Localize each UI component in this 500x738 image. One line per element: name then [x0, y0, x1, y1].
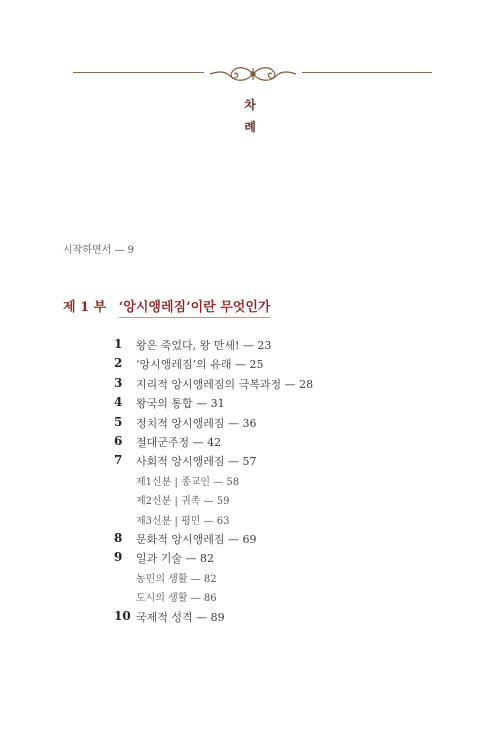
part-title: [63, 296, 270, 315]
flourish-icon: [206, 62, 300, 86]
toc-number: 3: [114, 375, 123, 390]
toc-text: 절대군주정 — 42: [136, 436, 222, 449]
toc-text: 정치적 앙시앵레짐 — 36: [136, 416, 257, 430]
toc-number: 1: [114, 337, 123, 351]
contents-heading-char-2: 례: [244, 120, 256, 134]
toc-text: 제1신분 | 종교인 — 58: [136, 476, 240, 488]
toc-number: 5: [114, 414, 123, 429]
toc-number: 10: [114, 608, 131, 623]
toc-text: 농민의 생활 — 82: [136, 573, 217, 585]
toc-number: 2: [114, 356, 123, 371]
toc-text: ‘앙시앵레짐’의 유래 — 25: [136, 358, 264, 372]
contents-heading-char-1: 차: [244, 98, 256, 112]
toc-text: 사회적 앙시앵레짐 — 57: [136, 455, 257, 469]
toc-text: 왕은 죽었다, 왕 만세! — 23: [136, 339, 272, 352]
part-number: 제 1 부: [63, 300, 107, 315]
toc-text: 일과 기술 — 82: [136, 552, 214, 566]
toc-text: 왕국의 통합 — 31: [136, 397, 225, 411]
toc-number: 8: [114, 531, 123, 545]
preface-entry: 시작하면서 — 9: [63, 245, 135, 256]
ornament-rule-left: [73, 72, 204, 73]
ornament-rule-right: [302, 72, 432, 73]
toc-number: 7: [114, 453, 123, 468]
toc-text: 국제적 성격 — 89: [136, 610, 225, 624]
toc-number: 6: [114, 434, 123, 448]
toc-number: 9: [114, 550, 123, 565]
toc-number: 4: [114, 395, 123, 410]
toc-text: 도시의 생활 — 86: [136, 593, 217, 605]
toc-text: 제2신분 | 귀족 — 59: [136, 496, 230, 508]
part-name: ‘앙시앵레짐’이란 무엇인가: [119, 300, 271, 318]
toc-text: 지리적 앙시앵레짐의 극복과정 — 28: [136, 377, 314, 391]
header-ornament: [0, 62, 500, 86]
toc-text: 제3신분 | 평민 — 63: [136, 515, 230, 527]
toc-text: 문화적 앙시앵레짐 — 69: [136, 533, 257, 546]
